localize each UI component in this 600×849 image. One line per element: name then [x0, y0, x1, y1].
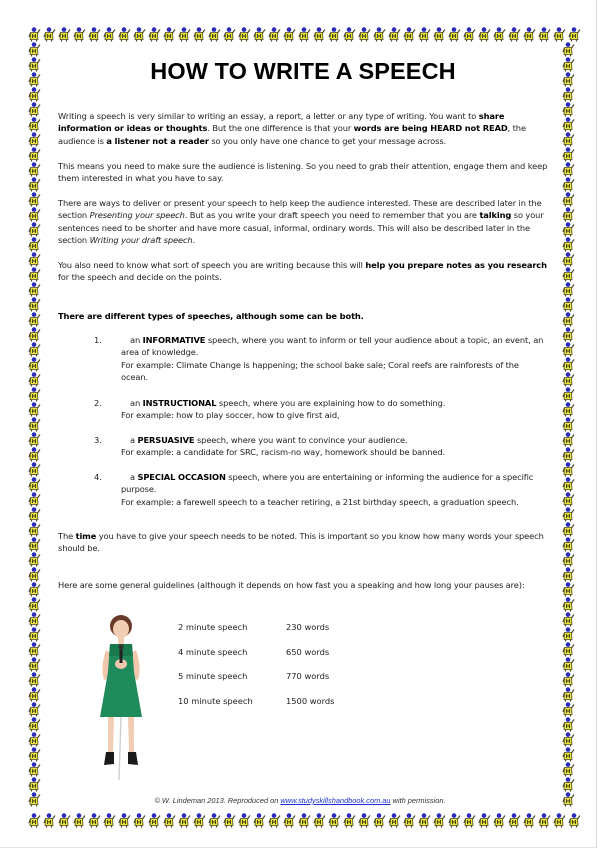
waving-figure-icon [27, 132, 42, 147]
word-count: 770 words [286, 671, 330, 682]
waving-figure-icon [162, 813, 177, 828]
waving-figure-icon [432, 813, 447, 828]
waving-figure-icon [522, 27, 537, 42]
border-left [27, 42, 42, 807]
waving-figure-icon [147, 813, 162, 828]
bold-text: time [75, 531, 97, 541]
text-run: This means you need to make sure the audience is listening. So you need to grab their attention, engage them and keep them interested in what you have to say. [58, 161, 548, 184]
waving-figure-icon [72, 27, 87, 42]
waving-figure-icon [132, 27, 147, 42]
waving-figure-icon [297, 813, 312, 828]
waving-figure-icon [561, 597, 576, 612]
waving-figure-icon [27, 102, 42, 117]
time-paragraph [58, 530, 548, 555]
waving-figure-icon [561, 87, 576, 102]
waving-figure-icon [27, 342, 42, 357]
article-text: a [130, 435, 138, 445]
waving-figure-icon [27, 537, 42, 552]
waving-figure-icon [462, 27, 477, 42]
waving-figure-icon [102, 27, 117, 42]
waving-figure-icon [561, 417, 576, 432]
waving-figure-icon [207, 27, 222, 42]
waving-figure-icon [27, 447, 42, 462]
waving-figure-icon [561, 582, 576, 597]
waving-figure-icon [561, 537, 576, 552]
waving-figure-icon [567, 813, 582, 828]
waving-figure-icon [27, 522, 42, 537]
waving-figure-icon [162, 27, 177, 42]
waving-figure-icon [561, 672, 576, 687]
waving-figure-icon [561, 222, 576, 237]
waving-figure-icon [237, 813, 252, 828]
waving-figure-icon [192, 813, 207, 828]
text-run: You also need to know what sort of speech you are writing because this will [58, 260, 366, 270]
waving-figure-icon [27, 57, 42, 72]
waving-figure-icon [561, 342, 576, 357]
waving-figure-icon [561, 207, 576, 222]
waving-figure-icon [27, 702, 42, 717]
waving-figure-icon [327, 27, 342, 42]
waving-figure-icon [417, 27, 432, 42]
waving-figure-icon [561, 642, 576, 657]
waving-figure-icon [357, 813, 372, 828]
waving-figure-icon [372, 27, 387, 42]
document-title: HOW TO WRITE A SPEECH [150, 58, 456, 84]
waving-figure-icon [561, 57, 576, 72]
text-run: . [192, 235, 196, 246]
waving-figure-icon [27, 732, 42, 747]
waving-figure-icon [561, 282, 576, 297]
waving-figure-icon [561, 132, 576, 147]
waving-figure-icon [27, 27, 42, 42]
waving-figure-icon [27, 627, 42, 642]
bold-text: share information or ideas or thoughts [58, 111, 505, 134]
waving-figure-icon [72, 813, 87, 828]
waving-figure-icon [477, 27, 492, 42]
waving-figure-icon [27, 177, 42, 192]
waving-figure-icon [102, 813, 117, 828]
waving-figure-icon [27, 567, 42, 582]
speech-duration: 10 minute speech [178, 695, 253, 706]
waving-figure-icon [87, 27, 102, 42]
waving-figure-icon [561, 777, 576, 792]
speech-type-item [94, 397, 544, 422]
waving-figure-icon [27, 717, 42, 732]
waving-figure-icon [561, 507, 576, 522]
waving-figure-icon [432, 27, 447, 42]
list-number: 2. [94, 398, 102, 408]
waving-figure-icon [561, 177, 576, 192]
waving-figure-icon [561, 612, 576, 627]
waving-figure-icon [27, 87, 42, 102]
speech-type-name: INSTRUCTIONAL [142, 398, 217, 408]
website-link[interactable]: www.studyskillshandbook.com.au [280, 796, 391, 805]
waving-figure-icon [27, 597, 42, 612]
article-text: a [130, 472, 138, 482]
waving-figure-icon [27, 402, 42, 417]
border-top [27, 27, 582, 42]
speech-type-line [121, 397, 544, 409]
waving-figure-icon [27, 672, 42, 687]
speech-type-body [121, 334, 544, 384]
waving-figure-icon [312, 27, 327, 42]
types-heading: There are different types of speeches, although some can be both. [58, 311, 364, 321]
word-count: 1500 words [286, 695, 335, 706]
bold-text: a listener not a reader [106, 135, 209, 146]
waving-figure-icon [372, 813, 387, 828]
text-run: . But as you write your draft speech you need to remember that you are [184, 210, 480, 221]
waving-figure-icon [237, 27, 252, 42]
bold-text: words are being HEARD not READ [353, 123, 508, 134]
speech-type-line [121, 434, 544, 446]
waving-figure-icon [402, 27, 417, 42]
table-row [178, 664, 366, 689]
waving-figure-icon [27, 387, 42, 402]
waving-figure-icon [567, 27, 582, 42]
waving-figure-icon [492, 27, 507, 42]
word-count: 650 words [286, 646, 330, 657]
waving-figure-icon [27, 372, 42, 387]
waving-figure-icon [27, 207, 42, 222]
waving-figure-icon [561, 687, 576, 702]
waving-figure-icon [27, 147, 42, 162]
waving-figure-icon [417, 813, 432, 828]
waving-figure-icon [27, 582, 42, 597]
waving-figure-icon [561, 657, 576, 672]
waving-figure-icon [507, 813, 522, 828]
article-text: an [130, 335, 143, 345]
speech-duration: 4 minute speech [178, 646, 248, 657]
waving-figure-icon [207, 813, 222, 828]
waving-figure-icon [561, 192, 576, 207]
waving-figure-icon [27, 477, 42, 492]
waving-figure-icon [27, 813, 42, 828]
waving-figure-icon [27, 507, 42, 522]
list-number: 4. [94, 472, 102, 482]
waving-figure-icon [27, 552, 42, 567]
waving-figure-icon [561, 732, 576, 747]
waving-figure-icon [561, 237, 576, 252]
article-text: an [130, 398, 143, 408]
speech-type-name: PERSUASIVE [137, 435, 195, 445]
speech-type-description: speech, where you are entertaining or informing the audience for a specific purpose. [121, 472, 534, 495]
waving-figure-icon [282, 27, 297, 42]
waving-figure-icon [57, 27, 72, 42]
waving-figure-icon [561, 162, 576, 177]
waving-figure-icon [27, 417, 42, 432]
waving-figure-icon [561, 402, 576, 417]
waving-figure-icon [147, 27, 162, 42]
waving-figure-icon [27, 312, 42, 327]
waving-figure-icon [27, 252, 42, 267]
waving-figure-icon [27, 612, 42, 627]
waving-figure-icon [552, 27, 567, 42]
footer-prefix: © W. Lindeman 2013. Reproduced on [154, 796, 281, 805]
waving-figure-icon [561, 42, 576, 57]
waving-figure-icon [27, 192, 42, 207]
table-row [178, 640, 366, 665]
waving-figure-icon [222, 27, 237, 42]
waving-figure-icon [27, 462, 42, 477]
waving-figure-icon [27, 237, 42, 252]
waving-figure-icon [27, 162, 42, 177]
waving-figure-icon [252, 813, 267, 828]
bold-text: talking [479, 210, 512, 221]
waving-figure-icon [402, 813, 417, 828]
word-count: 230 words [286, 622, 330, 633]
waving-figure-icon [561, 477, 576, 492]
text-run: you have to give your speech needs to be noted. This is important so you know how many words your speech should be. [58, 531, 544, 554]
waving-figure-icon [27, 297, 42, 312]
waving-figure-icon [561, 357, 576, 372]
waving-figure-icon [27, 72, 42, 87]
waving-figure-icon [561, 387, 576, 402]
waving-figure-icon [27, 762, 42, 777]
italic-text: Presenting your speech [89, 210, 185, 221]
speech-type-example: For example: a farewell speech to a teacher retiring, a 21st birthday speech, a graduation speech. [121, 496, 519, 507]
waving-figure-icon [27, 432, 42, 447]
text-run: There are ways to deliver or present your speech to help keep the audience interested. These are described later in the section [58, 198, 542, 221]
waving-figure-icon [222, 813, 237, 828]
list-number: 1. [94, 335, 102, 345]
waving-figure-icon [132, 813, 147, 828]
speech-type-example: For example: a candidate for SRC, racism-no way, homework should be banned. [121, 447, 446, 458]
waving-figure-icon [177, 813, 192, 828]
guidelines-intro: Here are some general guidelines (although it depends on how fast you a speaking and how long your pauses are): [58, 580, 525, 590]
waving-figure-icon [297, 27, 312, 42]
speech-type-item [94, 334, 544, 384]
speaker-photo [86, 612, 156, 782]
waving-figure-icon [342, 813, 357, 828]
waving-figure-icon [27, 282, 42, 297]
speech-type-line [121, 334, 544, 359]
bold-text: help you prepare notes as you research [365, 260, 547, 270]
woman-with-microphone-image [86, 612, 156, 782]
waving-figure-icon [27, 222, 42, 237]
text-run: so you only have one chance to get your message across. [208, 135, 447, 146]
speech-type-description: speech, where you are explaining how to do something. [216, 398, 446, 408]
waving-figure-icon [561, 432, 576, 447]
waving-figure-icon [57, 813, 72, 828]
waving-figure-icon [552, 813, 567, 828]
waving-figure-icon [561, 252, 576, 267]
waving-figure-icon [561, 147, 576, 162]
text-run: , the audience is [58, 123, 526, 146]
waving-figure-icon [87, 813, 102, 828]
waving-figure-icon [282, 813, 297, 828]
attention-paragraph [58, 160, 548, 185]
waving-figure-icon [522, 813, 537, 828]
waving-figure-icon [27, 267, 42, 282]
delivery-paragraph [58, 197, 548, 247]
guidelines-table [178, 615, 366, 713]
waving-figure-icon [267, 27, 282, 42]
table-row [178, 615, 366, 640]
text-run: The [58, 531, 76, 541]
waving-figure-icon [177, 27, 192, 42]
waving-figure-icon [492, 813, 507, 828]
speech-type-line [121, 471, 544, 496]
waving-figure-icon [447, 813, 462, 828]
waving-figure-icon [27, 327, 42, 342]
waving-figure-icon [561, 372, 576, 387]
waving-figure-icon [561, 267, 576, 282]
waving-figure-icon [327, 813, 342, 828]
waving-figure-icon [561, 552, 576, 567]
text-run: for the speech and decide on the points. [58, 272, 222, 283]
waving-figure-icon [27, 117, 42, 132]
text-run: . But the one difference is that your [207, 123, 354, 134]
waving-figure-icon [561, 117, 576, 132]
waving-figure-icon [312, 813, 327, 828]
waving-figure-icon [42, 813, 57, 828]
waving-figure-icon [27, 777, 42, 792]
speech-type-example: For example: how to play soccer, how to give first aid, [121, 410, 340, 421]
waving-figure-icon [387, 813, 402, 828]
waving-figure-icon [117, 813, 132, 828]
waving-figure-icon [387, 27, 402, 42]
speech-type-description: speech, where you want to inform or tell your audience about a topic, an event, an area of knowledge. [121, 335, 544, 358]
copyright-footer [0, 796, 600, 805]
waving-figure-icon [357, 27, 372, 42]
waving-figure-icon [447, 27, 462, 42]
waving-figure-icon [561, 72, 576, 87]
intro-paragraph [58, 110, 548, 147]
research-paragraph [58, 259, 548, 284]
speech-duration: 2 minute speech [178, 622, 248, 633]
waving-figure-icon [342, 27, 357, 42]
waving-figure-icon [27, 747, 42, 762]
list-number: 3. [94, 435, 102, 445]
waving-figure-icon [462, 813, 477, 828]
speech-type-item [94, 434, 544, 459]
waving-figure-icon [27, 642, 42, 657]
speech-duration: 5 minute speech [178, 671, 248, 682]
waving-figure-icon [561, 492, 576, 507]
waving-figure-icon [561, 762, 576, 777]
table-row [178, 689, 366, 714]
border-right [561, 42, 576, 807]
speech-type-name: INFORMATIVE [142, 335, 206, 345]
waving-figure-icon [561, 327, 576, 342]
waving-figure-icon [42, 27, 57, 42]
waving-figure-icon [561, 567, 576, 582]
speech-type-item [94, 471, 544, 508]
italic-text: Writing your draft speech [89, 235, 193, 246]
speech-type-body [121, 397, 544, 422]
waving-figure-icon [561, 462, 576, 477]
waving-figure-icon [561, 297, 576, 312]
waving-figure-icon [117, 27, 132, 42]
footer-suffix: with permission. [390, 796, 446, 805]
waving-figure-icon [561, 312, 576, 327]
text-run: Writing a speech is very similar to writing an essay, a report, a letter or any type of writing. You want to [58, 111, 479, 121]
waving-figure-icon [561, 627, 576, 642]
waving-figure-icon [507, 27, 522, 42]
speech-type-body [121, 434, 544, 459]
waving-figure-icon [561, 522, 576, 537]
waving-figure-icon [537, 813, 552, 828]
waving-figure-icon [27, 42, 42, 57]
waving-figure-icon [192, 27, 207, 42]
waving-figure-icon [27, 687, 42, 702]
border-bottom [27, 813, 582, 828]
waving-figure-icon [561, 102, 576, 117]
text-run: so your sentences need to be shorter and have more casual, informal, ordinary words. This will also be described later in the section [58, 210, 544, 246]
waving-figure-icon [27, 357, 42, 372]
speech-type-example: For example: Climate Change is happening; the school bake sale; Coral reefs are rainforests of the ocean. [121, 359, 519, 383]
waving-figure-icon [561, 447, 576, 462]
speech-type-description: speech, where you want to convince your audience. [194, 435, 408, 445]
waving-figure-icon [477, 813, 492, 828]
speech-type-body [121, 471, 544, 508]
waving-figure-icon [27, 492, 42, 507]
waving-figure-icon [252, 27, 267, 42]
waving-figure-icon [267, 813, 282, 828]
waving-figure-icon [537, 27, 552, 42]
waving-figure-icon [561, 702, 576, 717]
waving-figure-icon [27, 657, 42, 672]
speech-type-name: SPECIAL OCCASION [137, 472, 226, 482]
waving-figure-icon [561, 747, 576, 762]
waving-figure-icon [561, 717, 576, 732]
